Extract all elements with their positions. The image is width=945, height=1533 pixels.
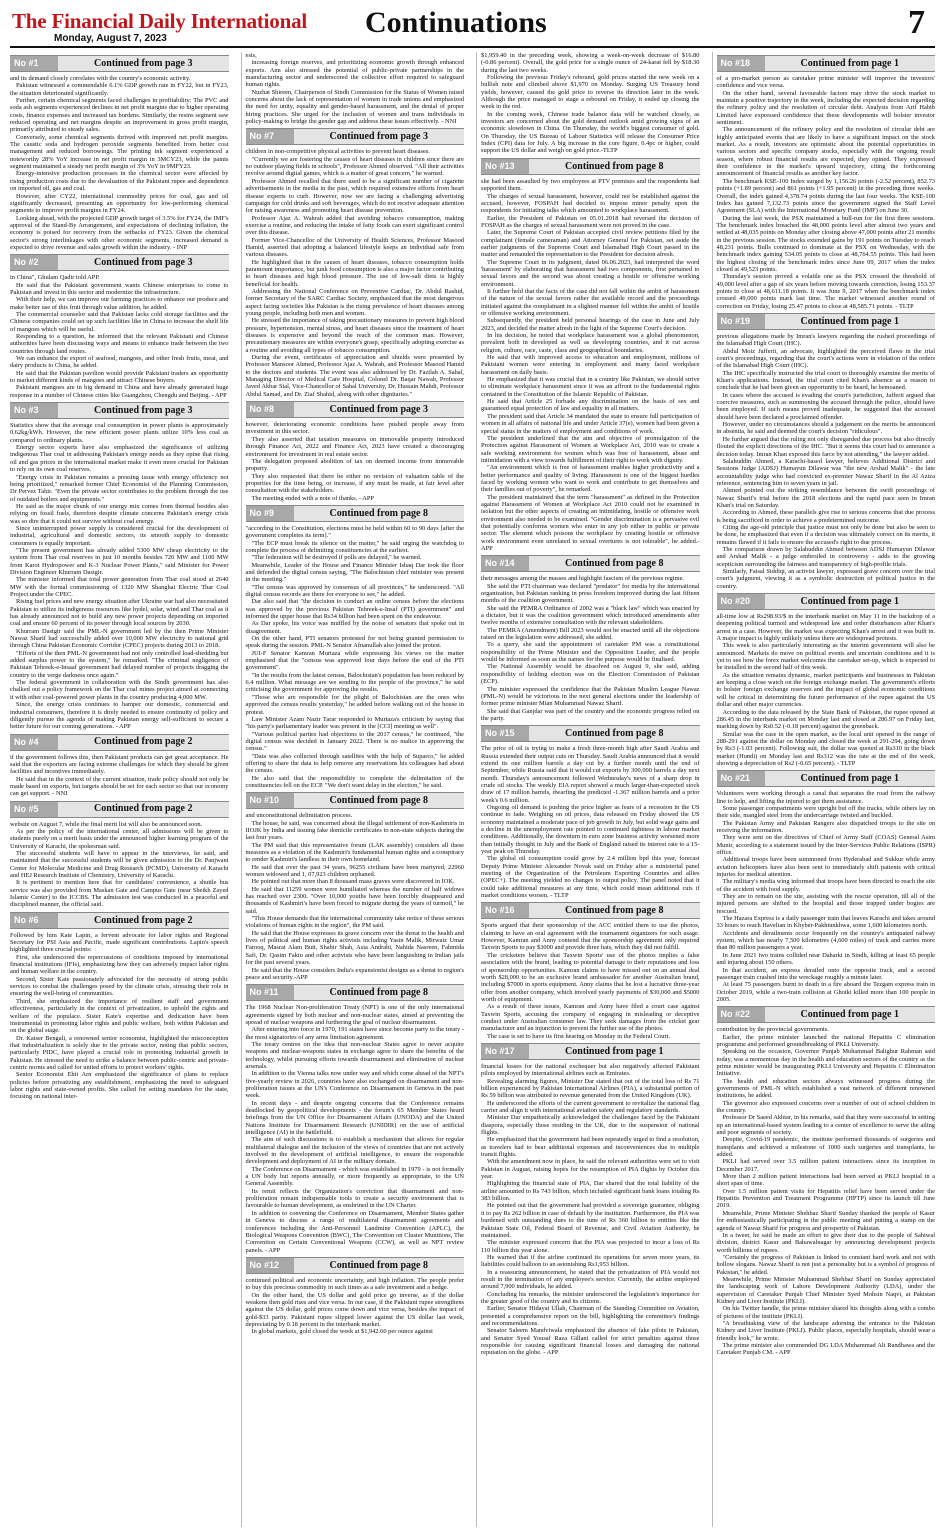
continued-story (481, 158, 700, 553)
story-paragraph: The president underlined that the aim and objective of promulgation of the Protection against Harassment of Women at Workplace Act, 2010 was to create a safe working environment for women which was free of harassment, abuse and intimidation with a view towards fulfillment of their right to work with dignity. (481, 434, 700, 464)
story-paragraph: The IHC specifically instructed the trial court to thoroughly examine the merits of Khan's applications. Instead, the trial court cited Khan's absence as a reason to conclude that he had been given an opportunity to be heard, he bemoaned. (716, 369, 935, 392)
continued-from-label: Continued from page 8 (329, 795, 428, 807)
story-paragraph: We can enhance the export of seafood, mangoes, and other fresh fruits, meat, and dairy products to China, he added. (10, 355, 229, 370)
continued-story (10, 912, 229, 1101)
story-paragraph: In June 2021 two trains collided near Daharki in Sindh, killing at least 65 people and injuring about 150 others. (716, 951, 935, 967)
story-paragraph: Later, the Supreme Court of Pakistan accepted civil review petitions filed by the complainant (female cameraman) and Attorney General for Pakistan, set aside the earlier judgments of the Supreme Court and Islamabad High Court passed in the matter and remanded the representation to the President for decision afresh. (481, 229, 700, 259)
story-paragraph: Pakistani mangoes are in big demand in China and have already generated huge response in a number of Chinese cities like Guangzhou, Chengdu and Beijing. - APP (10, 384, 229, 399)
story-paragraph: Citing the age-old principle that justice must not only be done but also be seen to be done, he emphasized that even if a decision was ultimately correct on its merits, it remains flawed if it fails to ensure the accused's right to due process. (716, 523, 935, 546)
continued-from-label: Continued from page 1 (800, 315, 899, 327)
continued-from-label: Continued from page 8 (565, 905, 664, 917)
continued-story (481, 725, 700, 899)
story-number: No #7 (246, 129, 294, 144)
story-paragraph: He said that the Pakistani government wants Chinese enterprises to come to Pakistan and invest in this sector and modernize the infrastructure. (10, 281, 229, 296)
story-header (717, 55, 936, 72)
story-paragraph: Professor Ahmed recalled that there used to be a significant number of cigarette advertisements in the media in the past, which required extensive efforts from heart disease experts to curb. However, now we are facing a challenging advertising campaign for cold drinks and soft beverages, which do not receive adequate attention for raising awareness and promoting heart disease prevention. (245, 177, 464, 215)
story-paragraph: Senior Economist Ehti Arn emphasized the significance of plans to replace policies before privatizing any establishment, emphasizing the need to safeguard labor rights and state-owned profits. She called for setting mandates for the state, focusing on national inter- (10, 1071, 229, 1101)
story-paragraph: The National Assembly would be dissolved on August 9, she said, adding responsibility of holding election was on the Election Commission of Pakistan (ECP). (481, 663, 700, 686)
story-paragraph: He said that the House expresses its grave concern over the threat to the health and lives of political and human rights activists including Yasin Malik, Mirwaiz Umar Farooq, Masrat Alam Butt, Shabir Shah, Asia Andrabi, Nahida Nasreen, Fahmida Safi, Dr. Qasim Fakto and other activists who have been languishing in Indian jails for the past several years. (245, 929, 464, 967)
story-paragraph: Law Minister Azam Nazir Tarar responded to Murtaza's criticism by saying that "his party's parliamentary leader was present in the [CCI] meeting as well". (245, 715, 464, 731)
story-paragraph: He highlighted that in the causes of heart diseases, tobacco consumption holds paramount importance, but junk food consumption is also a major factor contributing to heart diseases and high blood pressure. The use of low-salt diets is highly beneficial for health. (245, 258, 464, 288)
story-paragraph: Highlighting the financial state of PIA, Dar shared that the total liability of the airline amounted to Rs 743 billion, which included significant bank loans totaling Rs 383 billion. (481, 1180, 700, 1203)
story-paragraph: This week is also particularly interesting as the interim government will also be announced. Markets do move on political events and uncertain conditions and it is yet to see how the forex market welcomes the caretaker set-up, which is expected to be installed in the second half of this week. (716, 642, 935, 672)
story-paragraph: Since uninterrupted power supply is considered crucial for the development of industrial, agricultural and domestic sectors, its smooth supply to domestic consumers is equally important. (10, 524, 229, 547)
story-header (246, 401, 465, 418)
story-paragraph: The 1968 Nuclear Non-proliferation Treaty (NPT) is one of the only international agreements signed by both nuclear and non-nuclear states, aimed at preventing the spread of nuclear weapons and furthering the goal of nuclear disarmament. (245, 1004, 464, 1026)
story-paragraph: Abdul Moiz Jafferii, an advocate, highlighted the perceived flaws in the trial court's proceedings, regarding that the court's actions were in violation of the orders of the Islamabad High Court (IHC). (716, 347, 935, 370)
story-paragraph: Despite, Covid-19 pandemic, the institute performed thousands of surgeries and transplants and achieved a milestone of 1000 such surgeries and transplants, he added. (716, 1136, 935, 1159)
story-paragraph: It further held that the facts of the case did not fall within the ambit of harassment of the nature of the sexual favors rather the available record and the proceedings initiated against the complainant in a slighted manner fell within the ambit of hostile or offensive working environment. (481, 287, 700, 317)
story-paragraph: Former Vice-Chancellor of the University of Health Sciences, Professor Masood Hamid, asserted that adopting a balanced lifestyle keeps an individual safe from various diseases. (245, 236, 464, 259)
story-header (717, 313, 936, 330)
story-paragraph: in China", Ghulam Qadir told APP. (10, 274, 100, 282)
story-number: No #5 (10, 802, 58, 817)
story-paragraph: however, deteriorating economic conditions have pushed people away from investment in this sector. (245, 421, 464, 436)
story-paragraph: Thursday's session proved a volatile one as the PSX crossed the threshold of 49,000 level after a gap of six years before moving towards correction, losing 153.37 points to close at 48,611.18 points. It was June 9, 2017 when the benchmark index crossed 49,000 points mark last time. The market witnessed another round of correction on Friday, losing 25.47 points to close at 48,585.71 points. - TLTP (716, 273, 935, 310)
story-paragraph: Concluding his remarks, the minister underscored the legislation's importance for the greater good of the country and its citizens. (481, 1290, 700, 1305)
story-paragraph: Looking ahead, with the projected GDP growth target of 3.5% for FY24, the IMF's approval of the Stand-By Arrangement, and expectations of declining inflation, the economy is poised for recovery from the setbacks of FY23. Given the chemical sector's strong interlinkages with other economic segments, increased demand is expected to drive revenue and sales growth within the industry. - INP (10, 214, 229, 251)
story-paragraph: The Hazara Express is a daily passenger train that leaves Karachi and takes around 33 hours to reach Havelian in Khyber-Pakhtunkhwa, some 1,600 kilometres north. (716, 915, 935, 930)
story-paragraph: He warned that if the airline continued its operations for seven more years, its liabilities could balloon to an astonishing Rs1,953 billion. (481, 1253, 700, 1269)
story-paragraph: Speaking on the occasion, Governor Punjab Muhammad Balighur Rahman said today, was a momentous day in the health and education sectors of the country as the prime minister would be inaugurating PKLI University and Hepatitis C Elimination Initiative. (716, 1048, 935, 1078)
story-paragraph: According to Ahmed, these parallels give rise to serious concerns that due process is being sacrificed in order to achieve a predetermined outcome. (716, 509, 935, 524)
story-paragraph: They also requested that there be either no revision of valuation table of the properties for the time being, or increase, if any must be made, at fair level after consultation with the stakeholders. (245, 472, 464, 495)
story-paragraph: The minister expressed the confidence that the Pakistan Muslim League Nawaz (PML-N) would be victorious in the next general elections under the leadership of former prime minister Mian Muhammad Nawaz Sharif. (481, 685, 700, 708)
story-paragraph: Dr. Kaiser Bengali, a renowned senior economist, highlighted the misconception that industrialization is solely due to the private sector, noting that public sectors, particularly PIDC, have played a crucial role in promoting industrial growth in Pakistan. He stressed the need to strike a balance between public-centric and private-centric norms and called for united efforts to protect workers' rights. (10, 1034, 229, 1071)
story-paragraph: of a pro-market person as caretaker prime minister will improve the investors' confidence and vice versa. (716, 75, 935, 90)
story-paragraph: She said the PTI chairman was declared "predator" for media by the international organization, but Pakistan ranking in press freedom improved during the last fifteen months of the coalition government. (481, 582, 700, 605)
story-paragraph: He pointed out that more than 8 thousand mass graves were discovered in IOK. (251, 878, 455, 886)
story-paragraph: However, under no circumstances should a judgement on the merits be announced in absentia, he said and deemed the court's decision "ridiculous". (716, 421, 935, 436)
story-paragraph: The Conference on Disarmament - which was established in 1979 - is not formally a UN body but reports annually, or more frequently as appropriate, to the UN General Assembly. (245, 1165, 464, 1188)
story-number: No #10 (246, 793, 294, 808)
story-header (10, 254, 229, 271)
story-paragraph: Ongoing oil demand is pushing the price higher as fears of a recession in the US continue to fade. Weighing on oil prices, data released on Friday showed the US economy maintained a moderate pace of job growth in July, but solid wage gains and a decline in the unemployment rate pointed to continued tightness in labour market conditions. Additionally, the downturn in euro zone business activity worsened more than initially thought in July and the Bank of England raised its interest rate to a 15-year peak on Thursday. (481, 803, 700, 856)
story-paragraph: On the other hand, several favourable factors may drive the stock market to maintain a positive trajectory in the week, including the expected decision regarding the refinery policy and the resolution of circular debt. Analysts from Arif Habib Limited have expressed confidence that these developments will bolster investor sentiment. (716, 89, 935, 127)
story-paragraph: Earlier, the President of Pakistan on 05.01.2018 had reversed the decision of FOSPAH as the charges of sexual harassment were not proved in the case. (481, 214, 700, 229)
story-paragraph: Over 1.5 million patient visits for Hepatitis relief have been served under the Hepatitis Prevention and Treatment Programme (HPTP) since its launch till June 2019. (716, 1187, 935, 1210)
story-paragraph: "Certainly the progress of Pakistan is linked to constant hard work and not with hollow slogans. Nawaz Sharif is not just a personality but is a symbol of progress of Pakistan," he added. (716, 1253, 935, 1276)
story-paragraph: and its demand closely correlates with the country's economic activity. (10, 75, 191, 82)
story-paragraph: The house, he said, was concerned about the illegal settlement of non-Kashmiris in IIOJK by India and issuing fake domicile certificates to non-state subjects during the last four years. (245, 819, 464, 842)
story-number: No #15 (481, 726, 529, 741)
story-paragraph: Meanwhile, Prime Minister Muhammad Shehbaz Sharif on Sunday appreciated the landscaping work of Lahore Development Authority (LDA), under the supervision of Caretaker Punjab Chief Minister Syed Mohsin Naqvi, at Pakistan Kidney and Liver Institute (PKLI). (716, 1275, 935, 1305)
story-number: No #20 (717, 594, 765, 609)
story-paragraph: With their help, we can improve our farming practices to enhance our produce and make better use of this fruit through value addition, he added. (10, 296, 229, 311)
story-paragraph: Additional troops have been summoned from Hyderabad and Sukkur while army aviation helicopters have also been sent to immediately shift patients with critical injuries for medical attention. (716, 856, 935, 879)
story-paragraph: Since, the energy crisis continues to hamper our domestic, commercial and industrial consumers, therefore it is direly needed to ensure continuity of policy and diligently pursue the agenda of making Pakistan energy self-sufficient to secure a better future for our coming generations. - APP (10, 701, 229, 731)
story-number: No #16 (481, 903, 529, 918)
continued-story (481, 902, 700, 1040)
masthead (10, 6, 935, 48)
story-paragraph: On the other hand, the US dollar and gold price go inverse, as if the dollar weakens then gold rises and vice versa. In our case, if the Pakistani rupee strengthens against the US dollar, gold prices come down and vice versa, besides the impact of gold-$33 parity. Pakistani rupee slipped lower against the US dollar last week, depreciating by 0.18 percent in the interbank market. (245, 1291, 464, 1328)
story-paragraph: The president said that Article 34 mandated the state to ensure full participation of women in all affairs of national life and under Article 37(e), women had been given a special status in the matters of employment and conditions of work. (481, 412, 700, 435)
story-paragraph: $1,959.40 in the preceding week, showing a week-on-week decrease of $16.80 (-0.86 percent). Overall, the gold price for a single ounce of 24-karat fell by $18.30 during the last two weeks. (481, 52, 700, 74)
story-paragraph: "Currently we are fostering the causes of heart diseases in children since there are no outdoor playing fields in schools", Professor Ahmed observed. "All their activities revolve around digital games, which is a matter of great concern," he warned. (245, 155, 464, 178)
story-paragraph: "Data was also collected through satellites with the help of Suparco," he added offering to share the data to help remove any reservations his colleagues had about the census. (245, 752, 464, 775)
issue-date: Monday, August 7, 2023 (54, 33, 167, 44)
story-header (246, 984, 465, 1001)
section-title: Continuations (365, 6, 547, 39)
story-paragraph: The cricketers believe that Taxwin Sports' use of the photos implies a false association with the brand, leading to potential damage to their reputations and loss of sponsorship opportunities. Kamran claims to have missed out on an annual deal worth $28,000 to be an exclusive brand ambassador for another Australian brand, including $7000 in sports equipment. Anny claims that he lost a lucrative three-year offer from another company, which involved yearly payments of $30,000 and $5000 worth of equipment. (481, 951, 700, 1003)
story-paragraph: "An environment which is free of harassment enables higher productivity and a better performance and quality of living. Harassment is one of the biggest hurdles faced by working women who want to work and contribute to get themselves and their families out of poverty", he remarked. (481, 464, 700, 494)
story-number: No #22 (717, 1007, 765, 1022)
page-number: 7 (908, 4, 925, 41)
story-paragraph: She said the PEMRA Ordinance of 2002 was a "black law" which was enacted by a dictator, but it was the coalition government which introduced amendments after twelve months of extensive consultation with the relevant stakeholders. (481, 604, 700, 627)
column-3 (476, 52, 700, 1527)
story-paragraph: Followed by him Kate Lapin, a fervent advocate for labor rights and Regional Secretary for PSI Asia and Pacific, made significant contributions. Lapin's speech highlighted three crucial points: (10, 931, 229, 954)
story-header (10, 912, 229, 929)
story-header (717, 770, 936, 787)
story-paragraph: Sports argued that their sponsorship of the ACC entitled them to use the photos, claiming to have an oral agreement with the tournament organizers for such usage. However, Kamran and Anny contend that the sponsorship agreement only required Taxwin Sports to pay $3000 and provide three hats, which they did not fulfill. (481, 922, 700, 952)
story-paragraph: Meanwhile, Prime Minister Shehbaz Sharif Sunday thanked the people of Kasur for enthusiastically participating in the public meeting and putting a stamp on the agenda of Nawaz Sharif for progress and prosperity of Pakistan. (716, 1209, 935, 1232)
story-header (717, 1006, 936, 1023)
story-paragraph: The commercial counselor said that Pakistan lacks cold storage facilities and the Chinese companies could set up such facilities like in China to increase the shelf life of mangoes which will be useful. (10, 310, 229, 333)
column-2 (241, 52, 465, 1527)
continued-story (246, 792, 465, 981)
story-paragraph: Addressing the National Conference on Preventive Cardiac, Dr. Abdul Rashid, former Secretary of the SARC Cardiac Society, emphasized that the most dangerous aspect facing societies like Pakistan is the rising prevalence of heart diseases among young people, including both men and women. (245, 287, 464, 317)
story-paragraph: To a query, she said the appointment of caretaker PM was a constitutional responsibility of the Prime Minister and the Opposition Leader, and the people would be informed as soon as the names for the purpose would be finalised. (481, 641, 700, 664)
story-paragraph: Similar was the case in the open market, as the local unit opened in the range of 288-291 against the dollar on Monday and closed the week at 291-294, going down by Rs3 (-1.03 percent). Following suit, the dollar was quoted at Rs310 in the black market (Hundi) on Monday last and Rs312 was the rate at the end of the week, showing a depreciation of Rs2 (-0.65 percent). - TLTP (716, 730, 935, 767)
story-number: No #13 (481, 159, 529, 174)
story-paragraph: The delegation proposed abolition of tax on deemed income from immovable property. (245, 457, 464, 473)
continued-story (246, 1257, 465, 1336)
continued-story (10, 55, 229, 251)
story-paragraph: Following the previous Friday's rebound, gold prices started the new week on a bullish note and climbed above $1,970 on Monday. Surging US Treasury bond yields, however, caused the gold price to reverse its direction later in the week. Although the price managed to stage a rebound on Friday, it ended up closing the week in the red. (481, 74, 700, 111)
story-paragraph: In his decision, he noted that workplace harassment was a global phenomenon, prevalent both in developed as well as developing countries, and it cut across religion, culture, race, caste, class and geographical boundaries. (481, 332, 700, 354)
story-number: No #14 (481, 556, 529, 571)
story-paragraph: He said that Article 25 forbade any discrimination on the basis of sex and guaranteed equal protection of law and equality in all matters. (481, 398, 700, 413)
story-paragraph: The case is set to have its first hearing on Monday in the Federal Court. (487, 1032, 670, 1040)
story-number: No #4 (10, 735, 58, 750)
continued-story (10, 801, 229, 909)
continued-from-label: Continued from page 1 (565, 1045, 664, 1057)
continued-story (10, 402, 229, 730)
newspaper-name: The Financial Daily International (12, 9, 308, 33)
story-paragraph: On his Twitter handle, the prime minister shared his thoughts along with a combo of pictures of the institute (PKLI). (716, 1305, 935, 1320)
story-paragraph: Energy sector experts have also emphasized the significance of utilizing indigenous Thar coal in addressing Pakistan's energy needs as they opine that rising oil and gas prices in the international market make it even more crucial for Pakistan to rely on its own coal reserves. (10, 444, 229, 474)
story-paragraph: The governor also expressed concerns over a number of out of school children in the country. (716, 1099, 935, 1114)
story-paragraph: According to the data released by the State Bank of Pakistan, the rupee opened at 286.45 in the interbank market on Monday last and closed at 286.97 on Friday last, marking down by Rs0.52 (-0.18 percent) against the greenback. (716, 708, 935, 731)
story-paragraph: "The census was approved by consensus of all provinces," he underscored. "All digital census records are there for everyone to see," he added. (245, 583, 464, 598)
story-number: No #2 (10, 255, 58, 270)
story-paragraph: The aim of such discussions is to establish a mechanism that allows for regular multilateral dialogue and the inclusion of the views of countries that are not actively involved in the development of artificial intelligence, to ensure the responsible development and deployment of AI in the military domain. (245, 1136, 464, 1166)
continued-story (717, 1006, 936, 1356)
story-paragraph: "Energy crisis in Pakistan remains a pressing issue with energy efficiency not being prioritized," remarked former Chief Economist of the Planning Commission, Dr Pervez Tahir. "Even the private sector contributes to the problem through the use of outdated boilers and equipments." (10, 473, 229, 503)
story-paragraph: In recent days - and despite ongoing concerns that the Conference remains deadlocked by geopolitical developments - the forum's 65 Member States heard briefings from the UN Office for Disarmament Affairs (UNODA) and the United Nations Institute for Disarmament Research (UNIDIR) on the use of artificial intelligence (AI) in the battlefield. (245, 1099, 464, 1137)
story-paragraph: He said that over the past 34 years, 96255 civilians have been martyred, 22960 women widowed and 1, 07,923 children orphaned. (245, 863, 464, 879)
story-paragraph: Senator Saleem Mandviwala emphasized the absence of fake pilots in Pakistan, and Senator Syed Yousaf Raza Gillani called for strict penalties against those responsible for causing significant financial losses and damaging the national reputation on the globe. - APP (481, 1327, 700, 1357)
story-paragraph: He pointed out that the government had provided a sovereign guarantee, obliging it to pay Rs 262 billion in case of default by the institution. Furthermore, the PIA was burdened with outstanding dues to the tune of Rs 360 billion to entities like the Pakistan State Oil, Federal Board of Revenue, and Civil Aviation Authority, he maintained. (481, 1202, 700, 1239)
story-paragraph: Second, Sister Kate passionately advocated for the necessity of strong public services to combat the challenges posed by the climate crisis, stressing their role in ensuring the well-being of communities. (10, 975, 229, 998)
story-header (481, 1043, 700, 1060)
story-header (481, 555, 700, 572)
story-paragraph: The health and education sectors always witnessed progress during the governments of PML-N which established a vast network of different renowned institutions, he added. (716, 1077, 935, 1100)
story-paragraph: After entering into force in 1970, 191 states have since become party to the treaty - the most signatories of any arms limitation agreement. (245, 1026, 464, 1041)
continued-from-label: Continued from page 8 (565, 160, 664, 172)
story-paragraph: As per the policy of the international center, all admissions will be given to students purely on a merit basis under the announced higher learning program of the University of Karachi, the spokesman said. (10, 827, 229, 850)
continued-story (246, 401, 465, 502)
continued-from-label: Continued from page 3 (94, 404, 193, 416)
story-paragraph: On the other hand, PTI senators protested for not being granted permission to speak during the session. PML-N Senator Afnanullah also joined the protest. (245, 635, 464, 650)
story-paragraph: Dar also said that "the decision to conduct an online census before the elections was approved by the previous Pakistan Tehreek-e-Insaf (PTI) government" and informed the upper house that Rs34 billion had been spent on the endeavour. (245, 598, 464, 621)
story-paragraph: In the coming week, Chinese trade balance data will be watched closely, as investors are concerned about the gold demand outlook amid growing signs of an economic slowdown in China. On Thursday, the world's biggest consumer of gold. On Thursday, the US Bureau of Labour Statistics will release the Consumer Price Index (CPI) data for July. A big increase in the core figure, 0.4pc or higher, could support the US dollar and weigh on gold price.-TLTP (481, 110, 700, 155)
continued-story (10, 254, 229, 399)
story-paragraph: The meeting ended with a note of thanks. - APP (251, 494, 374, 502)
story-paragraph: continued political and economic uncertainty, and high inflation. The people prefer to buy this precious commodity in such times as a safe investment and a hedge. (245, 1276, 464, 1292)
story-paragraph: He said as the major chunk of our energy mix comes from thermal besides also relying on fossil fuels, therefore despite climate concerns Pakistan's energy crisis was so dire that it could not survive without coal energy. (10, 502, 229, 525)
continued-from-label: Continued from page 3 (94, 257, 193, 269)
continued-from-label: Continued from page 1 (800, 595, 899, 607)
story-paragraph: They are to remain on the site, assisting with the rescue operation, till all of the injured persons are shifted to the hospital and those trapped under bogies are rescued. (716, 893, 935, 915)
story-paragraph: As a result of these issues, Kamran and Anny have filed a court case against Taxwin Sports, accusing the company of engaging in misleading or deceptive conduct under Australian consumer law. They seek damages from the cricket gear manufacturer and an injunction to prevent the further use of the photos. (481, 1003, 700, 1033)
story-paragraph: "Those who are responsible for the plight of Balochistan are the ones who approved the census results yesterday," he added before walking out of the house in protest. (245, 693, 464, 716)
story-paragraph: Minister Dar empathetically acknowledged the challenges faced by the Pakistani diaspora, especially those residing in the UK, due to the suspension of national flights. (481, 1114, 700, 1137)
story-paragraph: The prime minister also commended DG LDA Muhammad Ali Randhawa and the Caretaker Punjab CM. - APP (716, 1342, 935, 1357)
story-paragraph: He emphasized that the government had been repeatedly urged to find a resolution, as travelers had to bear additional expenses and inconveniences due to multiple transit flights. (481, 1136, 700, 1159)
story-paragraph: She said that Ganjdar was part of the country and the economic progress relied on the party. (481, 707, 700, 722)
story-number: No #1 (10, 56, 58, 71)
story-header (10, 402, 229, 419)
story-paragraph: "This House demands that the international community take notice of these serious violations of human rights in the region", the PM said. (245, 915, 464, 930)
story-paragraph: The federal government in collaboration with the Sindh government has also chalked out a policy framework on the Thar coal mines project aimed at connecting it with other coal-powered power plants in the country producing 4,000 MW. (10, 679, 229, 701)
story-paragraph: He said that 11259 women were humiliated whereas the number of half widows has reached over 2300. "Over 10,000 youths have been forcibly disappeared and thousands of Kashmiri's have been forced to migrate during the years of turmoil," he said. (245, 885, 464, 915)
story-paragraph: The benchmark KSE-100 Index surged by 1,156.26 points (-2.52 percent), 852.73 points (+1.89 percent) and 861 points (+1.95 percent) in the preceding three weeks. Overall, the index gained 4,378.74 points during the last four weeks. The KSE-100 Index has gained 7,132.73 points since the government signed the Staff Level Agreement (SLA) with the International Monetary Fund (IMF) on June 30. (716, 177, 935, 215)
story-paragraph: In cases where the accused is evading the court's jurisdiction, Jafferii argued that coercive measures, such as summoning the accused through the police, should have been employed. If such means proved inadequate, he suggested that the accused should have been declared a proclaimed offender. (716, 391, 935, 421)
story-paragraph: The president maintained that the term "harassment" as defined in the Protection against Harassment of Women at Workplace Act 2010 could not be examined in isolation but the other aspects of creating an intimidating, hostile or offensive work environment also needed to be examined. "Gender discrimination is a pervasive evil that potentially conforms women who enter in any job either in public or private sector. The element which poisons the workplace by creating hostile or offensive work environment even unrelated to sexual overtures is not tolerable", he added.- APP (481, 493, 700, 552)
story-paragraph: The military's media wing informed that troops have been directed to reach the site of the accident with food supply. (716, 878, 935, 893)
story-paragraph: The Pakistan Army and Pakistan Rangers also dispatched troops to the site on receiving the information. (716, 819, 935, 834)
story-number: No #8 (246, 402, 294, 417)
continued-from-label: Continued from page 2 (94, 803, 193, 815)
continued-story (246, 505, 465, 789)
story-paragraph: Energy-intensive production processes in the chemical sector were affected by rising production costs due to the devaluation of the Pakistani rupee and dependence on imported oil, gas and coal. (10, 170, 229, 193)
story-paragraph: "A breathtaking view of the landscape adorning the entrance to the Pakistan Kidney and Liver Institute (PKLI). Public places, especially hospitals, should wear a friendly look," he wrote. (716, 1319, 935, 1342)
story-paragraph: Khurram Dastgir said the PML-N government led by the then Prime Minister Nawaz Sharif had successfully added over 10,000 MW electricity to national grid through China Pakistan Economic Corridor (CPEC) projects during 2013 to 2018. (10, 627, 229, 650)
continued-from-label: Continued from page 8 (565, 728, 664, 740)
story-number: No #21 (717, 771, 765, 786)
continued-story (246, 128, 465, 398)
story-paragraph: More than 2 million patient interactions had been served at PKLI hospital in a short span of time. (716, 1173, 935, 1188)
story-paragraph: Accidents and derailments occur frequently on the country's antiquated railway system, which has nearly 7,500 kilometres (4,600 miles) of track and carries more than 80 million passengers a year. (716, 929, 935, 952)
continued-story (481, 1043, 700, 1357)
story-paragraph: Meanwhile, Leader of the House and Finance Minister Ishaq Dar took the floor and defended the digital census saying, "The Balochistan chief minister was present in the meeting." (245, 561, 464, 584)
story-paragraph: Salahuddin Ahmed, a Karachi-based lawyer, believes Additional District and Sessions Judge (ADSJ) Humayun Dilawar was "the new Arshad Malik" - the late accountability judge who had convicted ex-premier Nawaz Sharif in the Al Aziza reference, sentencing him to seven years in jail. (716, 457, 935, 487)
continued-from-label: Continued from page 2 (94, 736, 193, 748)
story-paragraph: In a reassuring announcement, he stated that the privatization of PIA would not result in the termination of any employee's service. Currently, the airline employed around 7,900 individuals, he added. (481, 1268, 700, 1291)
story-paragraph: Subsequently, the president held personal hearings of the case in June and July 2023, and decided the matter afresh in the light of the Supreme Court's decision. (481, 317, 700, 332)
story-paragraph: In that accident, an express derailed onto the opposite track, and a second passenger train crashed into the wreckage roughly a minute later. (716, 966, 935, 981)
columns-container (10, 52, 935, 1527)
story-paragraph: Statistics show that the average coal consumption in power plants is approximately 0.62kg/kWh. However, the new efficient power plants utilize 10% less coal as compared to ordinary plants. (10, 422, 229, 444)
story-header (481, 725, 700, 742)
story-paragraph: Conversely, some chemical segments thrived with improved net profit margins. The caustic soda and hydrogen peroxide segments benefited from better cost management and reduced borrowings. The printing ink segment experienced a noteworthy 28% YoY increase in net profit margin in 3MCY23, while the paints segment maintained a steady net profit margin of 3% YoY in 9MFY23. (10, 133, 229, 171)
story-paragraph: ests, (245, 52, 257, 59)
story-paragraph: With the amendment now in place, he said the relevant authorities were set to visit Pakistan in August, raising hopes for the resumption of PIA flights by October this year. (481, 1158, 700, 1181)
continued-story (717, 770, 936, 1003)
story-header (246, 792, 465, 809)
story-paragraph: Volunteers were working through a canal that separates the road from the railway line to help, and lifting the injured to get them assistance. (716, 790, 935, 805)
story-paragraph: He stressed the importance of taking precautionary measures to prevent high blood pressure, hypertension, mental stress, and heart diseases since the treatment of heart diseases is expensive and beyond the reach of the common man. However, precautionary measures are within everyone's grasp, specifically adopting exercise as a routine and avoiding all types of tobacco consumption. (245, 317, 464, 354)
story-paragraph: In a tweet, he said he made an effort to give their due to the people of Sahiwal division, district Kasur and Bahawalnagar by announcing development projects worth billions of rupees. (716, 1231, 935, 1254)
story-paragraph: During the last week, the PSX maintained a bull-run for the first three sessions. The benchmark index breached the 48,000 points level after almost two years and settled at 48,035 points on Monday after closing above 47,000 points after 21 months in the previous session. The stocks extended gains by 191 points on Tuesday to reach 48,231 points. Bulls continued to dominate at the PSX on Wednesday, with the benchmark index gaining 534.05 points to close at 48,764.55 points. This had been the highest closing of the benchmark index since June 09, 2017 when the index closed at 49,523 points. (716, 214, 935, 273)
continued-from-label: Continued from page 3 (329, 403, 428, 415)
story-paragraph: The minister informed that total power generation from Thar coal stood at 2640 MW with the formal commissioning of 1320 MW Shanghai Electric Thar Coal Project under the CPEC. (10, 576, 229, 598)
story-paragraph: As the situation remains dynamic, market participants and businesses in Pakistan are keeping a close watch on the foreign exchange market. The government's efforts to bolster foreign exchange reserves and the impact of global economic conditions will be critical in determining the future performance of the rupee against the US dollar and other major currencies. (716, 671, 935, 709)
story-paragraph: Ahmed pointed out the striking resemblance between the swift proceedings of Nawaz Sharif's trial before the 2018 elections and the rapid pace seen in Imran Khan's trial on Saturday. (716, 487, 935, 509)
story-paragraph: Earlier, Senator Hidayat Ullah, Chairman of the Standing Committee on Aviation, presented a comprehensive report on the bill, highlighting the committee's findings and recommendations. (481, 1305, 700, 1327)
story-paragraph: They were sent on the directives of Chief of Army Staff (COAS) General Asim Munir, according to a statement issued by the Inter-Services Public Relations (ISPR) office. (716, 834, 935, 856)
story-header (717, 593, 936, 610)
continued-from-label: Continued from page 1 (800, 57, 899, 69)
story-paragraph: website on August 7, while the final merit list will also be announced soon. (10, 820, 203, 828)
story-number: No #18 (717, 56, 765, 71)
story-paragraph: In global markets, gold closed the week at $1,942.60 per ounce against (251, 1328, 433, 1336)
story-paragraph: The PEMRA (Amendment) Bill 2023 would not be enacted until all the objections raised on the legislation were addressed, she added. (481, 626, 700, 642)
story-paragraph: First, she underscored the repercussions of conditions imposed by international financial institutions (IFIs), emphasizing how they can adversely impact labor rights and human welfare in the country. (10, 953, 229, 976)
story-paragraph: At least 75 passengers burnt to death in a fire aboard the Tezgam express train in October 2019, while a two-train collision at Ghotki killed more than 100 people in 2005. (716, 981, 935, 1003)
story-paragraph: Nuzhat Shireen, Chairperson of Sindh Commission for the Status of Women raised concerns about the lack of representation of women in trade unions and emphasized the need for unity, equality and gender-based harassment, and the denial of proper hiring practices. She urged for the inclusion of women and trans individuals in policy-making to bridge the gender gap and address these issues effectively. - NNI (245, 88, 464, 126)
story-paragraph: she had been assaulted by two employees at PTV premises and the respondents had supported them. (481, 177, 700, 193)
story-paragraph: It is pertinent to mention here that for candidates' convenience, a shuttle bus service was also provided from Maskan Gate and Campus Gate (near Sheikh Zayed Islamic Center) to the ICCBS. The admission test was conducted in a peaceful and disciplined manner, the official said. (10, 879, 229, 909)
story-header (246, 128, 465, 145)
story-paragraph: "In the results from the latest census, Balochistan's population has been reduced by 6.4 million. What message are we sending to the people of the province," he said criticising the government for approving the results. (245, 671, 464, 694)
continued-story (246, 984, 465, 1254)
continued-from-label: Continued from page 8 (329, 987, 428, 999)
continued-from-label: Continued from page 1 (800, 773, 899, 785)
story-paragraph: and unconstitutional delimitation process. (245, 812, 353, 820)
story-paragraph: Its remit reflects the Organization's conviction that disarmament and non-proliferation remain indispensable tools to create a security environment that is favourable to human development, as enshrined in the UN Charter. (245, 1187, 464, 1210)
continued-from-label: Continued from page 3 (94, 57, 193, 69)
story-header (10, 734, 229, 751)
story-paragraph: The successful students will have to appear in the interviews, he said, and maintained that the successful students will be given admission to the Dr. Panjwani Center for Molecular Medicine and Drug Research (PCMD), University of Karachi and HEJ Research Institute of Chemistry, University of Karachi. (10, 849, 229, 879)
continued-from-label: Continued from page 3 (329, 131, 428, 143)
story-paragraph: Revealing alarming figures, Minister Dar stated that out of the total loss of Rs 71 billion experienced by Pakistan International Airlines (PIA), a substantial portion of Rs 59 billion was attributed to revenue generated from the United Kingdom (UK). (481, 1077, 700, 1100)
story-paragraph: In addition to convening the Conference on Disarmament, Member States gather in Geneva to discuss a range of multilateral disarmament agreements and conferences including the Anti-Personnel Landmine Convention (APLC), the Biological Weapons Convention (BWC), The Convention on Cluster Munitions, The Convention on Certain Conventional Weapons (CCW), as well as NPT review panels. - APP (245, 1209, 464, 1254)
story-paragraph: He said that in the context of the current situation, trade policy should not only be made based on exports, but targets should be set for each sector so that our economy can get support. - NNI (10, 775, 229, 798)
story-number: No #17 (481, 1044, 529, 1059)
story-header (10, 801, 229, 818)
story-paragraph: The global oil consumption could grow by 2.4 million bpd this year, forecast Deputy Prime Minister Alexander Novak said on Friday after a ministerial panel meeting of the Organization of the Petroleum Exporting Countries and allies (OPEC+). The meeting yielded no changes to output policy. The panel noted that it could take additional measures at any time, which could mean additional cuts if market conditions worsen. - TLTP (481, 855, 700, 900)
story-paragraph: JUI-F Senator Kamran Murtaza while expressing his views on the matter emphasised that the "census was approved four days before the end of the PTI government". (245, 649, 464, 672)
story-paragraph: Third, she emphasized the importance of resilient staff and government effectiveness, particularly in the context of privatization, to uphold the rights and welfare of the populace. Sister Kate's expertise and dedication have been instrumental in promoting labor rights and public welfare, both within Pakistan and on the global stage. (10, 997, 229, 1035)
continued-story (717, 55, 936, 310)
story-paragraph: Rising fuel prices and new energy situation after Ukraine war had also necessitated Pakistan to utilize its indigenous resources like hydel, solar, wind and Thar coal as it has already announced not to build any new power projects depending on imported coal and ensure 60 percent of its power through local sources by 2030. (10, 598, 229, 628)
story-paragraph: Professor Dr Saeed Akhtar, in his remarks, said that they were successful in setting up an international-based system leading to a center of excellence to serve the ailing and poor segments of society. (716, 1114, 935, 1137)
story-paragraph: The treaty centres on the idea that non-nuclear States agree to never acquire weapons and nuclear-weapons states in exchange agree to share the benefits of the technology, whilst pursuing efforts towards disarmament and elimination of nuclear arsenals. (245, 1040, 464, 1070)
story-number: No #9 (246, 506, 294, 521)
continued-story (717, 313, 936, 590)
story-paragraph: He said that the House considers India's expansionist designs as a threat to region's peace and security.-APP (245, 966, 464, 981)
column-4 (712, 52, 936, 1527)
story-paragraph: He underscored the efforts of the current government to revitalize the national flag carrier and align it with international aviation safety and regulatory standards. (481, 1099, 700, 1114)
continued-story (10, 734, 229, 798)
story-paragraph: Professor Ajaz A. Wahrah added that avoiding tobacco consumption, making exercise a routine, and reducing the intake of fatty foods can exert significant control over this disease. (245, 214, 464, 237)
story-number: No #6 (10, 913, 58, 928)
story-paragraph: their messages among the masses and highlight fascism of the previous regime. (481, 575, 685, 583)
story-paragraph: Responding to a question, he informed that the relevant Pakistani and Chinese authorities have been discussing ways and means to enhance trade between the two countries through land routes. (10, 333, 229, 355)
story-paragraph: "The federation will be destroyed if polls are delayed," he warned. (251, 554, 422, 562)
story-paragraph: previous allegations made by Imran's lawyers regarding the rushed proceedings of the Islamabad High Court (IHC). (716, 333, 935, 348)
story-paragraph: Similarly, Faisal Siddiqi, an activist lawyer, expressed grave concern over the trial court's judgment, viewing it as a symbolic destruction of political justice in the country. (716, 568, 935, 590)
story-paragraph: "The ECP must break its silence on the matter," he said urging the watchdog to complete the process of delimiting constituencies at the earliest. (245, 539, 464, 554)
continued-story (246, 52, 465, 125)
story-paragraph: Pakistan witnessed a commendable 6.1% GDP growth rate in FY22, but in FY23, the situation deteriorated significantly. (10, 82, 229, 97)
story-paragraph: The price of oil is trying to make a fresh three-month high after Saudi Arabia and Russia extended their output cuts on Thursday. Saudi Arabia announced that it would extend its one million barrels a day cut by a further month until the end of September, while Russia said that it would cut exports by 300,000 barrels a day next month. Thursday's announcement followed Wednesday's news of a sharp drop in crude oil stocks. The weekly EIA report showed a much larger-than-expected stock draw of 17 million barrels, dwarfing the predicted -1.367 million barrels and a prior week's 0.6 million. (481, 745, 700, 804)
story-number: No #11 (246, 985, 294, 1000)
story-number: No #3 (10, 403, 58, 418)
story-paragraph: if the government follows this, then Pakistani products can get great acceptance. He said that the exporters are facing extreme challenges for which they should be given facilities and incentives immediately. (10, 753, 229, 776)
story-paragraph: financial losses for the national exchequer but also negatively affected Pakistani pilots employed by international airlines such as Emirates. (481, 1062, 700, 1078)
story-number: No #12 (246, 1258, 294, 1273)
story-paragraph: The announcement of the refinery policy and the resolution of circular debt are highly anticipated events that are likely to have a significant impact on the stock market. As a result, investors are optimistic about the potential opportunities in various sectors and specific company stocks, especially with the ongoing result season, where robust financial results are expected, they opined. They expressed their confidence in the market's upward trajectory, citing the forthcoming announcement of financial results as another key factor. (716, 126, 935, 178)
continued-from-label: Continued from page 8 (329, 507, 428, 519)
story-number: No #19 (717, 314, 765, 329)
story-paragraph: "Various political parties had objections to the 2017 census," he continued, "the digital census was decided in January 2022. There is no malice in approving the census." (245, 730, 464, 753)
story-paragraph: PKLI had served over 3.5 million patient interactions since its inception in December 2017. (716, 1158, 935, 1173)
continued-story (481, 555, 700, 722)
story-paragraph: The minister expressed concern that the PIA was projected to incur a loss of Rs 110 billion this year alone. (481, 1239, 700, 1254)
story-header (481, 158, 700, 175)
story-paragraph: children in non-competitive physical activities to prevent heart diseases. (245, 148, 430, 156)
continued-story (481, 52, 700, 155)
story-paragraph: Further, certain chemical segments faced challenges in profitability: The PVC and soda ash segments experienced declines in net profit margins due to higher operating costs, finance expenses and increased tax burdens. Similarly, the resins segment saw reduced operating and net margins despite an improvement in gross profit margin, primarily attributed to steady sales. (10, 97, 229, 134)
story-header (481, 902, 700, 919)
continued-from-label: Continued from page 2 (94, 914, 193, 926)
story-paragraph: He said that the Pakistan pavilion would provide Pakistani traders an opportunity to market different kinds of mangoes and attract Chinese buyers. (10, 369, 229, 385)
story-paragraph: They also asserted that taxation measures on immovable property introduced through Finance Act, 2022 and Finance Act, 2023 have created a discouraging environment for investment in real estate sector. (245, 435, 464, 458)
story-paragraph: As Dar spoke, his voice was muffled by the noise of senators that spoke out in disagreement. (245, 620, 464, 635)
column-1 (10, 52, 229, 1527)
story-paragraph: He said that with improved access to education and employment, millions of Pakistani women were entering in employment and many faced workplace harassment on daily basis. (481, 354, 700, 376)
story-paragraph: He further argued that the ruling not only disregarded due process but also directly flouted the explicit directions of the IHC. "But it seems this court had to announce a decision today. Imran Khan exposed this farce by not attending," the lawyer added. (716, 435, 935, 458)
story-paragraph: "according to the Constitution, elections must be held within 60 to 90 days [after the government completes its term]." (245, 524, 464, 540)
story-paragraph: The charges of sexual harassment, however, could not be established against the accused, however, FOSPAH had decided to impose minor penalty upon the respondents for initiating talks which amounted to workplace harassment. (481, 192, 700, 215)
story-paragraph: contribution by the provincial governments. (716, 1026, 829, 1034)
story-paragraph: The Supreme Court in its judgment, dated 06.06.2023, had interpreted the word 'harassment' by elaborating that harassment had two components, first pertained to sexual favors and the second was about creating a hostile or offensive working environment. (481, 258, 700, 288)
continued-from-label: Continued from page 8 (329, 1259, 428, 1271)
story-paragraph: The comparison drawn by Salahuddin Ahmed between ADSJ Humayun Dilawar and Arshad Malik - a judge embroiled in controversy - adds to the growing scepticism surrounding the fairness and transparency of high-profile trials. (716, 545, 935, 568)
story-paragraph: increasing foreign reserves, and prioritizing economic growth through enhanced exports. Ann also stressed the potential of public-private partnerships in the manufacturing sector and underscored the collective effort required to safeguard human rights. (245, 59, 464, 89)
story-paragraph: all-time low at Rs298.93/$ in the interbank market on May 11 in the backdrop of a deepening political turmoil and widespread law and order disturbances after Khan's arrest in a case. However, the market was expecting Khan's arrest and it was built in. A major impact is highly unlikely unless there are widespread protests. (716, 613, 935, 643)
story-header (246, 505, 465, 522)
story-paragraph: However, after CY22, international commodity prices for coal, gas and oil significantly decreased, presenting an opportunity for low-performing chemical segments to improve profit margins in FY24. (10, 192, 229, 215)
story-header (10, 55, 229, 72)
story-paragraph: Earlier, the prime minister launched the national Hepatitis C elimination programme and performed groundbreaking of PKLI University. (716, 1033, 935, 1048)
story-paragraph: The PM said that this representative forum (LAK assembly) considers all these measures as a violation of the Kashmiri's fundamental human rights and a conspiracy to render Kashmiri's landless in their own homeland. (245, 841, 464, 864)
story-paragraph: "Efforts of the then PML-N government had not only controlled load-shedding but added surplus power to the system," he remarked. "The criminal negligence of Pakistan Tehreek-e-Insaaf government had delayed number of projects dragging the country to the verge darkness once again." (10, 649, 229, 679)
continued-story (717, 593, 936, 767)
story-paragraph: He emphasized that it was crucial that in a country like Pakistan, we should strive to eliminate workplace harassment since it was an affront to the fundamental rights contained in the Constitution of the Islamic Republic of Pakistan. (481, 376, 700, 398)
story-header (246, 1257, 465, 1274)
story-paragraph: "The present government has already added 5300 MW cheap electricity to the system from Thar coal reserves in just 10 months besides 720 MW and 1100 MW from Karot Hydropower and K-3 Nuclear Power Plants," said Minister for Power Division Engineer Khurram Dastgir. (10, 546, 229, 576)
story-paragraph: Some passenger compartments were upright but off the tracks, while others lay on their side, mangled steel from the undercarriage twisted and buckled. (716, 804, 935, 820)
continued-from-label: Continued from page 1 (800, 1009, 899, 1021)
story-paragraph: In addition to the Vienna talks now under way and which come ahead of the NPT's five-yearly review in 2026, countries have also exchanged on disarmament and non-proliferation issues at the UN's Conference on Disarmament in Geneva in the past week. (245, 1070, 464, 1100)
story-paragraph: He also said that the responsibility to complete the delimitation of the constituencies fell on the ECP. "We don't want delay in the election," he said. (245, 774, 464, 789)
continued-from-label: Continued from page 8 (565, 558, 664, 570)
story-paragraph: During the event, certificates of appreciation and shields were presented by Professor Mansoor Ahmed, Professor Ajaz A. Wahrah, and Professor Masood Hamid to the doctors and students. The event was also addressed by Dr. Fazilah A. Sahal, Managing Director of Medical Care Hospital, Colonel Dr. Baqar Nawab, Professor Javed Akbar Sial, Vice-Chancellor of Sahal University, Dr. Hussain Mahdi, Professor Abdul Samad, and Dr. Ziaf Shahid, along with other dignitaries." (245, 354, 464, 398)
